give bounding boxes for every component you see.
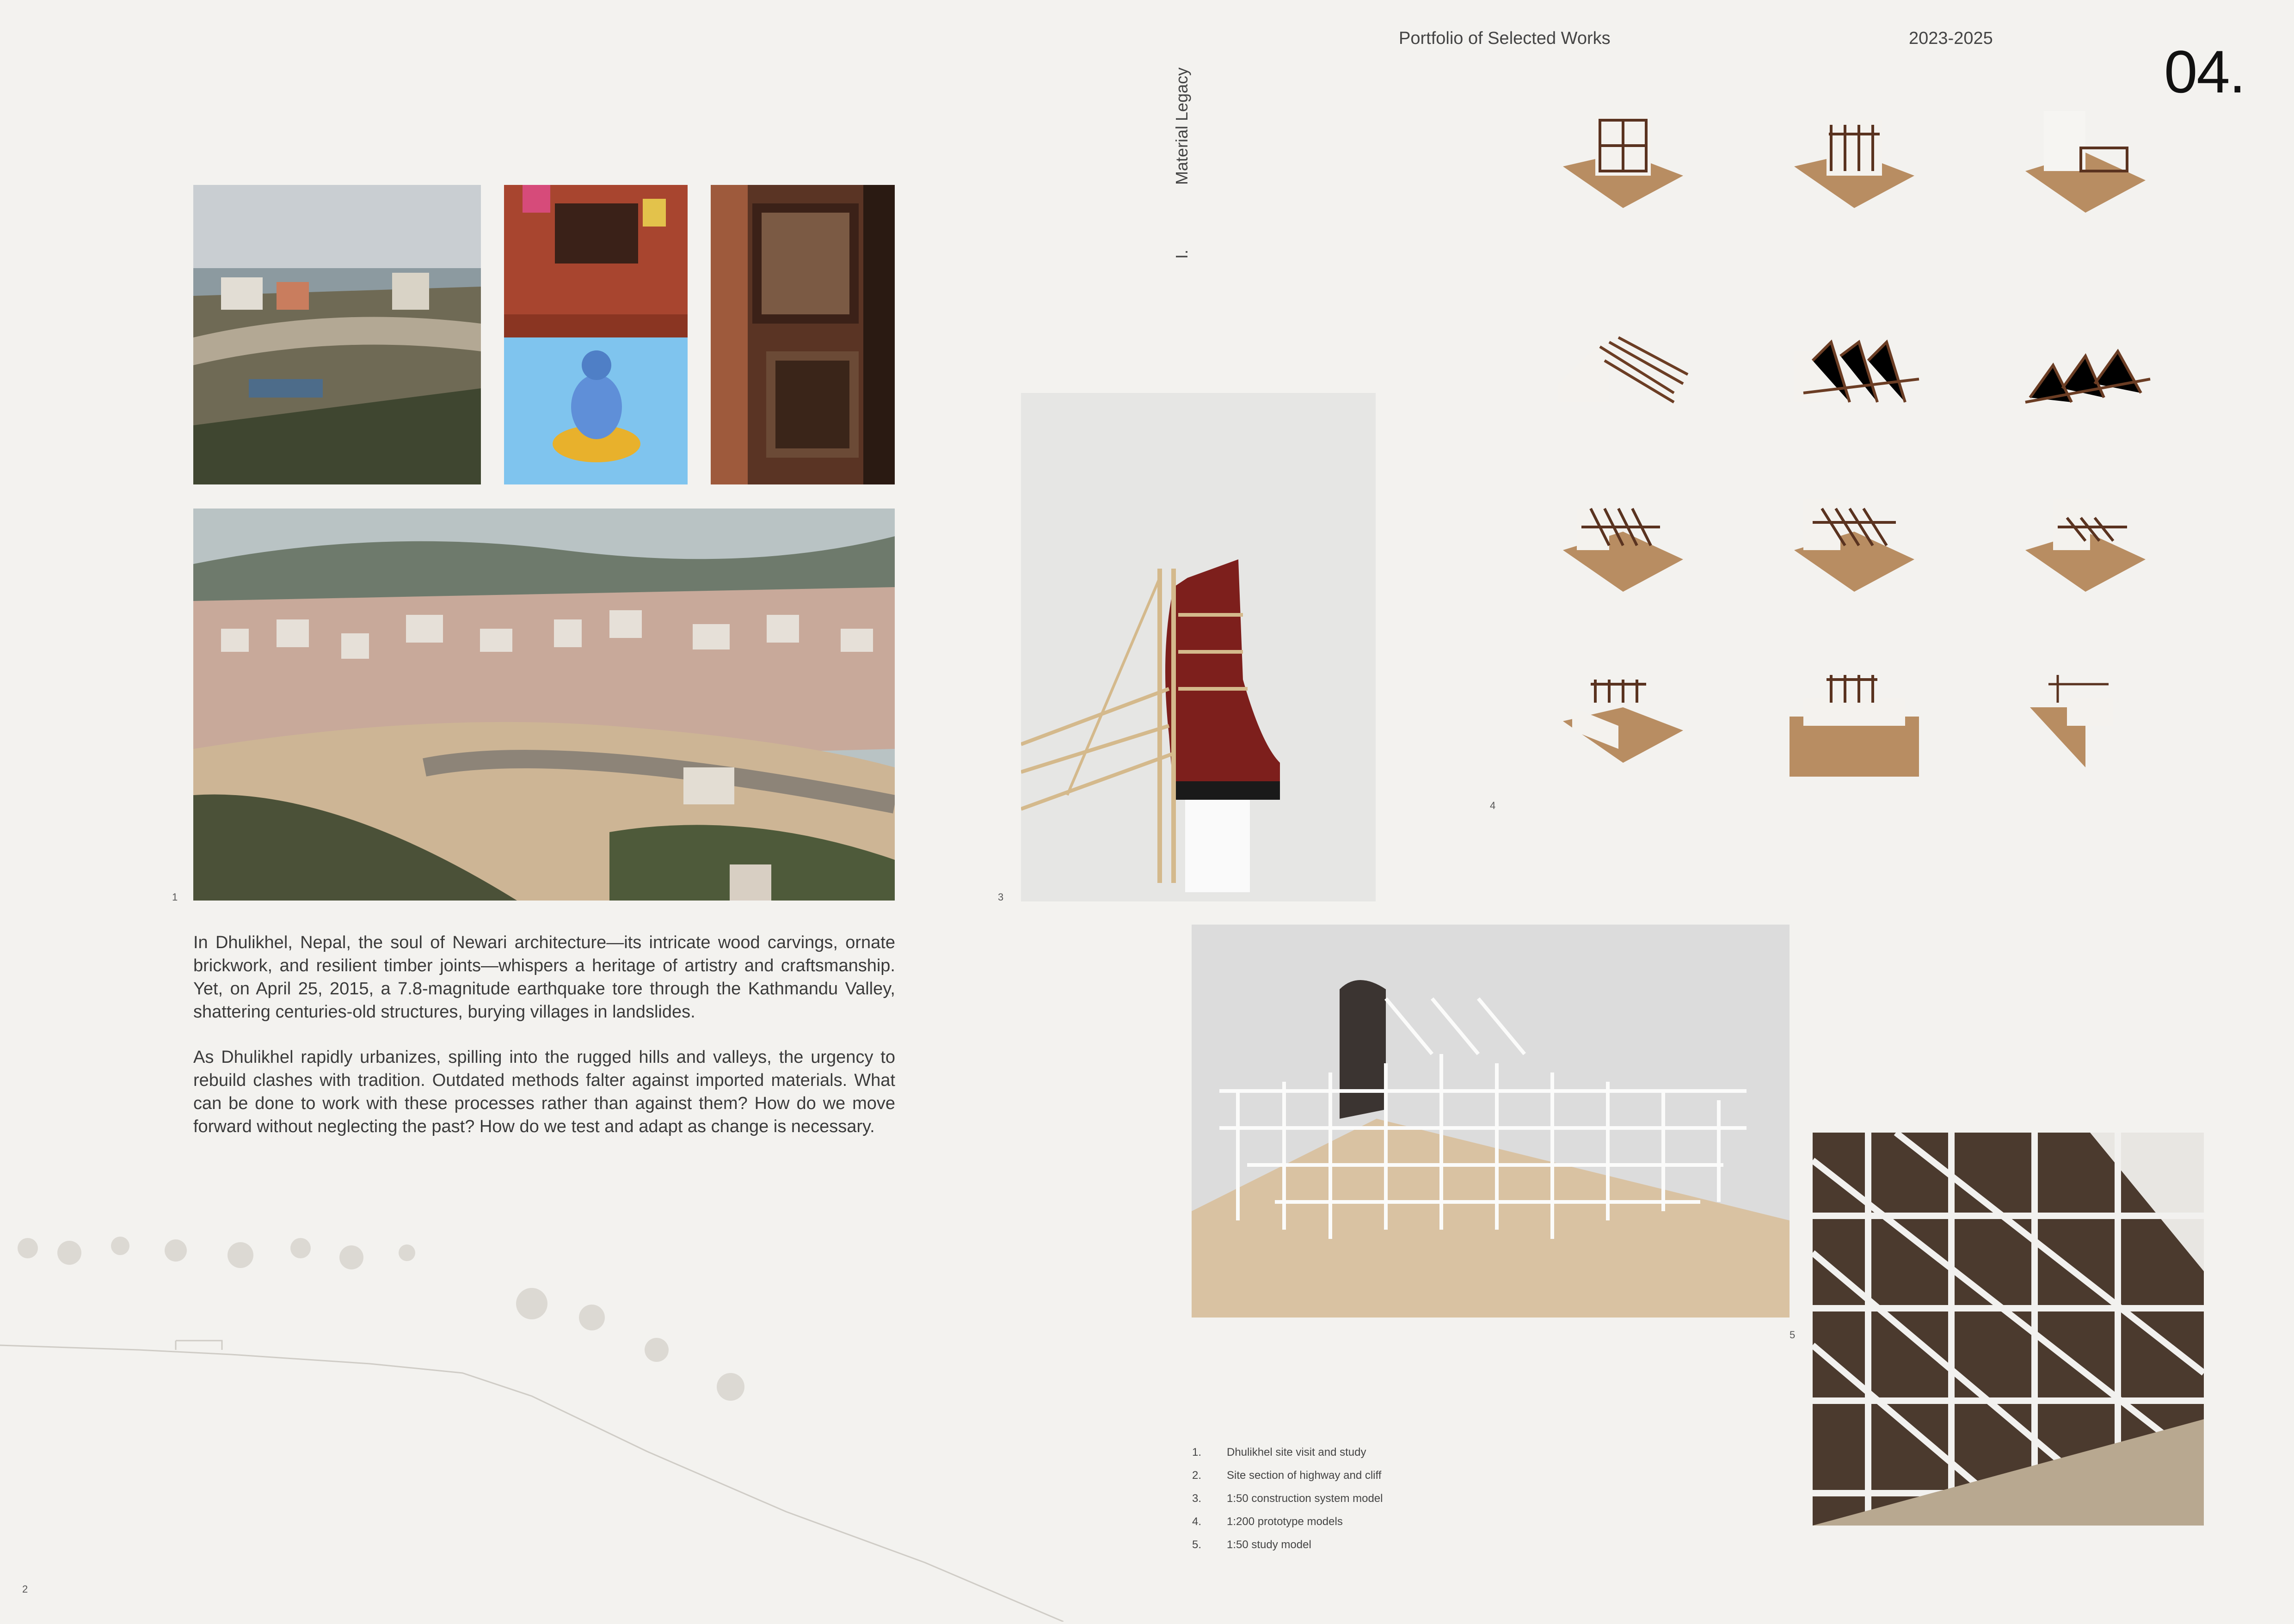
prototype-model-12 [2016,656,2155,795]
caption-item: 4. 1:200 prototype models [1192,1515,1343,1528]
prototype-model-3 [2016,102,2155,240]
prototype-model-6 [2016,310,2155,448]
prototype-model-5 [1785,310,1924,448]
portfolio-title: Portfolio of Selected Works [1399,29,1611,48]
page-number: 2 [22,1583,28,1595]
carved-window-photo [711,185,895,484]
figure-number-3: 3 [998,891,1004,903]
caption-list [1192,1446,1383,1562]
prototype-model-9 [2016,481,2155,619]
study-model-detail-photo [1813,1133,2204,1526]
town-road-photo [193,185,481,484]
section-number: 04. [2164,38,2245,105]
prototype-models-grid [1554,102,2201,814]
caption-item: 1. Dhulikhel site visit and study [1192,1446,1366,1459]
site-section-drawing [0,1211,1064,1622]
caption-item: 2. Site section of highway and cliff [1192,1469,1382,1482]
prototype-model-2 [1785,102,1924,240]
portfolio-years: 2023-2025 [1909,29,1993,48]
body-text [193,931,895,1160]
aerial-site-photo [193,509,895,901]
prototype-model-1 [1554,102,1692,240]
caption-item: 5. 1:50 study model [1192,1538,1311,1551]
prototype-model-8 [1785,481,1924,619]
vertical-section-label: Material Legacy [1172,67,1191,185]
figure-number-4: 4 [1490,800,1496,811]
prototype-model-10 [1554,656,1692,795]
caption-item: 3. 1:50 construction system model [1192,1492,1383,1505]
prototype-model-7 [1554,481,1692,619]
figure-number-5: 5 [1790,1329,1796,1341]
body-paragraph-1: In Dhulikhel, Nepal, the soul of Newari architecture—its intricate wood carvings, ornate brickwork, and resilient timber joints—whispers a heritage of artistry and craftsmanship. Yet, on April 25, 2015, a 7.8-magnitude earthquake tore through the Kathmandu Valley, shattering centuries-old structures, burying villages in landslides. [193,933,895,1022]
study-model-photo [1192,925,1790,1318]
construction-system-model-photo [1021,393,1376,901]
prototype-model-4 [1554,310,1692,448]
prototype-model-11 [1785,656,1924,795]
body-paragraph-2: As Dhulikhel rapidly urbanizes, spilling into the rugged hills and valleys, the urgency to rebuild clashes with tradition. Outdated methods falter against imported materials. What can be done to work with these processes rather than against them? How do we move forward without neglecting the past? How do we test and adapt as change is necessary. [193,1048,895,1136]
vertical-section-numeral: I. [1172,249,1191,259]
shiva-statue-photo [504,185,688,484]
figure-number-1: 1 [172,891,178,903]
